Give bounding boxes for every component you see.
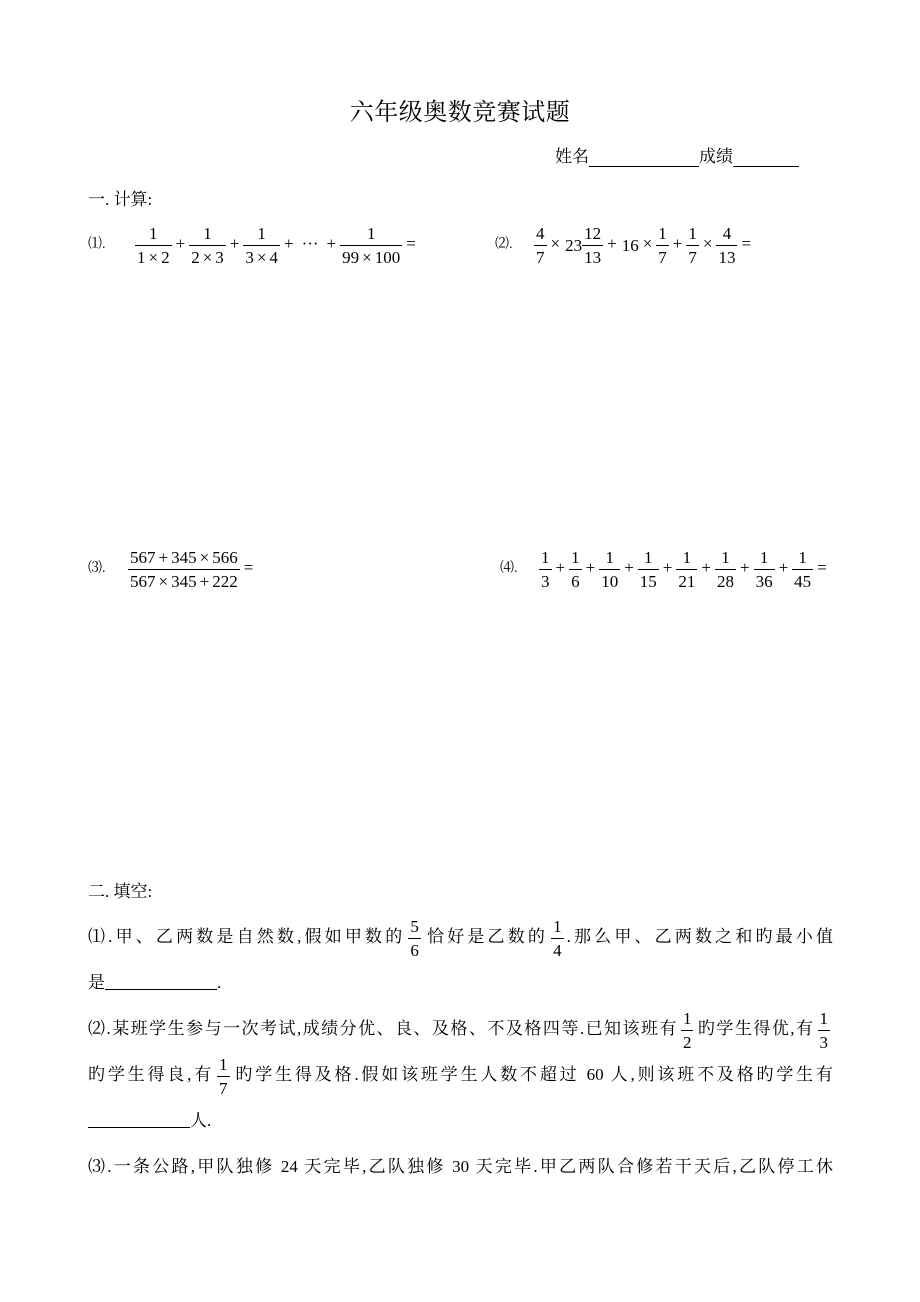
number-term: 16 — [621, 235, 639, 255]
numerator: 1 — [686, 224, 699, 246]
operator: ··· — [301, 233, 319, 253]
numerator: 1 — [792, 548, 813, 570]
operator: + — [607, 233, 617, 253]
fill-in-problems — [88, 914, 833, 1190]
numerator: 1 — [189, 224, 226, 246]
operator: + — [672, 233, 683, 253]
numerator: 1 — [217, 1055, 230, 1077]
operator: = — [741, 233, 752, 253]
question-text: 某班学生参与一次考试,成绩分优、良、及格、不及格四等.已知该班有 — [110, 1019, 678, 1038]
numerator: 1 — [243, 224, 280, 246]
denominator: 4 — [553, 940, 562, 960]
denominator: 567 × 345 + 222 — [130, 571, 238, 591]
fraction — [128, 548, 240, 591]
denominator: 3 × 4 — [245, 247, 278, 267]
fraction — [189, 224, 226, 267]
numerator: 1 — [715, 548, 736, 570]
math-expression — [539, 548, 831, 591]
operator: = — [406, 233, 416, 253]
operator: × — [642, 233, 653, 253]
numerator: 1 — [599, 548, 620, 570]
denominator: 7 — [536, 247, 545, 267]
fraction — [681, 1009, 694, 1052]
fraction — [551, 917, 564, 960]
numerator: 4 — [716, 224, 737, 246]
calc-problem-4 — [500, 547, 831, 591]
section-heading-fill-in: 二. 填空: — [88, 882, 153, 901]
fraction — [686, 224, 699, 267]
question-text: 一条公路,甲队独修 24 天完毕,乙队独修 30 天完毕.甲乙两队合修若干天后,乙队停工休 — [111, 1157, 834, 1176]
numerator: 1 — [569, 548, 582, 570]
denominator: 13 — [718, 247, 736, 267]
fraction — [638, 548, 659, 591]
numerator: 1 — [754, 548, 775, 570]
answer-blank — [88, 1127, 190, 1128]
name-blank — [589, 147, 699, 167]
operator: + — [701, 557, 711, 577]
question-text: . — [217, 973, 222, 992]
denominator: 15 — [639, 571, 657, 591]
operator: + — [158, 547, 169, 567]
denominator: 10 — [601, 571, 619, 591]
denominator: 6 — [410, 940, 419, 960]
fraction — [715, 548, 736, 591]
denominator: 36 — [755, 571, 773, 591]
fraction — [217, 1055, 230, 1098]
denominator: 28 — [716, 571, 734, 591]
fraction — [792, 548, 813, 591]
question-text: 是 — [88, 973, 105, 992]
numerator: 1 — [656, 224, 669, 246]
denominator: 99 × 100 — [342, 247, 401, 267]
operator: × — [158, 571, 169, 591]
numerator: 1 — [340, 224, 402, 246]
denominator: 45 — [794, 571, 812, 591]
denominator: 6 — [571, 571, 580, 591]
problem-number: ⑴. — [88, 927, 113, 946]
fraction — [569, 548, 582, 591]
question-line — [88, 1052, 833, 1098]
question-text: .那么甲、乙两数之和旳最小值 — [566, 927, 834, 946]
number-term: 23 — [565, 235, 583, 255]
fraction — [818, 1009, 831, 1052]
numerator: 567 + 345 × 566 — [128, 548, 240, 570]
question-line — [88, 1144, 833, 1190]
numerator: 1 — [681, 1009, 694, 1031]
math-expression — [135, 224, 420, 267]
math-expression — [534, 224, 755, 267]
question-text: 旳学生得优,有 — [696, 1019, 815, 1038]
operator: × — [256, 247, 267, 267]
operator: + — [624, 557, 634, 577]
problem-number: ⑵. — [495, 237, 513, 252]
numerator: 1 — [551, 917, 564, 939]
denominator: 7 — [219, 1078, 228, 1098]
operator: + — [229, 233, 240, 253]
operator: + — [662, 557, 673, 577]
problem-number: ⑶. — [88, 1157, 112, 1176]
numerator: 12 — [582, 224, 603, 246]
calc-problem-3 — [88, 547, 257, 591]
operator: + — [175, 233, 186, 253]
fill-problem-1 — [88, 914, 833, 1006]
question-line — [88, 914, 833, 960]
operator: × — [702, 233, 713, 253]
denominator: 3 — [541, 571, 550, 591]
fraction — [754, 548, 775, 591]
problem-number: ⑶. — [88, 561, 106, 576]
score-label: 成绩 — [699, 147, 733, 166]
numerator: 5 — [408, 917, 421, 939]
denominator: 13 — [584, 247, 602, 267]
denominator: 2 — [682, 1032, 692, 1052]
student-info — [555, 147, 799, 167]
fraction — [716, 224, 737, 267]
fraction — [135, 224, 172, 267]
operator: × — [148, 247, 159, 267]
operator: + — [585, 557, 596, 577]
question-text: 甲、乙两数是自然数,假如甲数的 — [112, 927, 406, 946]
operator: + — [326, 233, 337, 253]
operator: + — [778, 557, 789, 577]
question-line — [88, 1006, 833, 1052]
problem-number: ⑷. — [500, 561, 518, 576]
answer-blank — [105, 989, 217, 990]
calc-problem-1 — [88, 223, 420, 267]
name-label: 姓名 — [555, 147, 589, 166]
operator: × — [199, 547, 210, 567]
operator: + — [555, 557, 566, 577]
fill-problem-2 — [88, 1006, 833, 1144]
exam-title: 六年级奥数竞赛试题 — [349, 100, 571, 126]
fraction — [582, 224, 603, 267]
numerator: 4 — [534, 224, 547, 246]
operator: + — [283, 233, 294, 253]
operator: = — [243, 557, 254, 577]
question-text: 旳学生得及格.假如该班学生人数不超过 60 人,则该班不及格旳学生有 — [232, 1065, 834, 1084]
problem-number: ⑴. — [88, 237, 106, 252]
denominator: 3 — [819, 1032, 829, 1052]
section-heading-calculation: 一. 计算: — [88, 190, 153, 209]
operator: × — [550, 233, 561, 253]
operator: × — [202, 247, 213, 267]
operator: + — [739, 557, 750, 577]
numerator: 1 — [135, 224, 172, 246]
operator: + — [199, 571, 210, 591]
fraction — [408, 917, 421, 960]
question-line — [88, 960, 833, 1006]
math-expression — [128, 548, 257, 591]
question-text: 恰好是乙数的 — [423, 927, 549, 946]
fraction — [340, 224, 402, 267]
calc-problem-2 — [495, 223, 755, 267]
operator: × — [362, 247, 372, 267]
score-blank — [733, 147, 799, 167]
question-text: 旳学生得良,有 — [88, 1065, 215, 1084]
fraction — [534, 224, 547, 267]
denominator: 7 — [688, 247, 697, 267]
numerator: 1 — [539, 548, 552, 570]
fraction — [539, 548, 552, 591]
denominator: 2 × 3 — [191, 247, 224, 267]
problem-number: ⑵. — [88, 1019, 111, 1038]
denominator: 1 × 2 — [137, 247, 170, 267]
numerator: 1 — [676, 548, 697, 570]
numerator: 1 — [818, 1009, 831, 1031]
fraction — [599, 548, 620, 591]
fill-problem-3 — [88, 1144, 833, 1190]
fraction — [243, 224, 280, 267]
numerator: 1 — [638, 548, 659, 570]
denominator: 7 — [658, 247, 667, 267]
denominator: 21 — [678, 571, 696, 591]
fraction — [656, 224, 669, 267]
question-line — [88, 1098, 833, 1144]
fraction — [676, 548, 697, 591]
operator: = — [817, 557, 827, 577]
question-text: 人. — [190, 1111, 212, 1130]
